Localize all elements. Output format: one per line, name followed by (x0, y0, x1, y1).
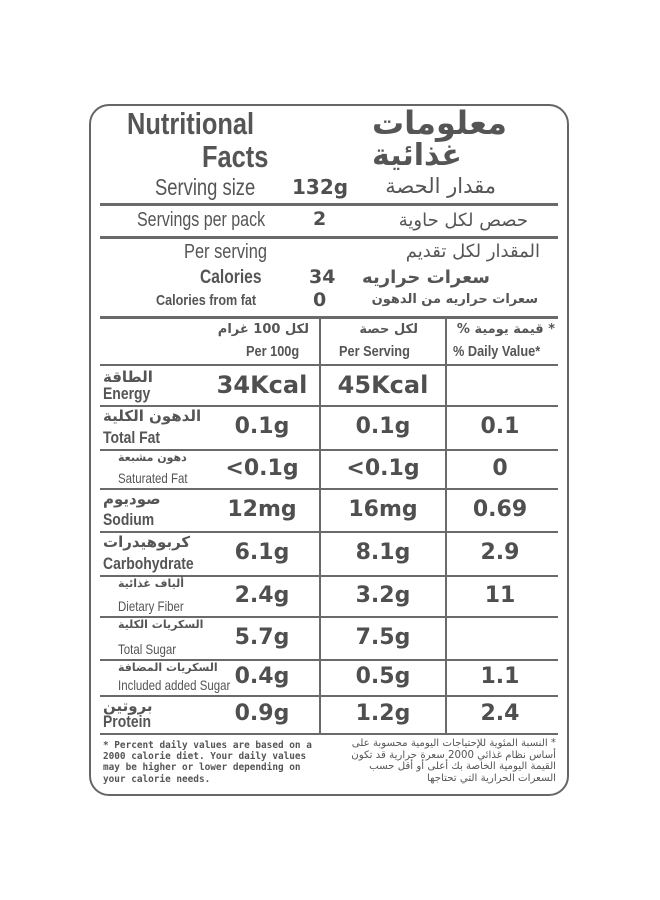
col-dv-en: % Daily Value* (453, 343, 541, 360)
value-per-100g: 12mg (227, 497, 297, 522)
footnote-ar-line: * النسبة المئوية للإحتياجات اليومية محسوبة على (351, 738, 556, 749)
nutrient-label-en: Total Fat (103, 428, 161, 447)
title-ar-line2: غذائية (372, 138, 462, 173)
title-ar-line1: معلومات (372, 104, 507, 142)
value-per-serving: 3.2g (355, 583, 411, 608)
calories-value: 34 (309, 266, 336, 288)
footnote-ar (338, 738, 556, 784)
nutrient-label-ar: الطاقة (103, 368, 153, 386)
footnote-ar-line: السعرات الحرارية التي تحتاجها (426, 772, 556, 784)
value-per-100g: 0.1g (234, 414, 290, 439)
serving-size-label-en: Serving size (155, 174, 256, 200)
value-per-serving: 45Kcal (337, 371, 429, 399)
value-per-serving: <0.1g (346, 456, 420, 481)
footnote-en-line: your calorie needs. (103, 773, 211, 785)
value-daily-value: 11 (484, 583, 516, 608)
nutrient-label-ar: السكريات الكلية (118, 618, 204, 631)
per-serving-label-ar: المقدار لكل تقديم (405, 241, 540, 262)
title-en-line2: Facts (202, 139, 269, 174)
calories-label-ar: سعرات حراريه (362, 267, 490, 288)
value-per-serving: 0.5g (355, 664, 411, 689)
nutrient-label-ar: السكريات المضافة (118, 661, 218, 674)
value-daily-value: 2.9 (480, 540, 520, 565)
value-per-serving: 7.5g (355, 625, 411, 650)
value-per-serving: 0.1g (355, 414, 411, 439)
value-daily-value: 2.4 (480, 701, 520, 726)
column-divider-2 (445, 318, 447, 734)
col-per100-en: Per 100g (246, 343, 300, 360)
nutrient-label-en: Saturated Fat (118, 470, 188, 486)
col-dv-ar: * قيمة يومية % (456, 322, 555, 337)
nutrient-label-en: Sodium (103, 510, 155, 529)
calories-from-fat-label-ar: سعرات حراريه من الدهون (371, 292, 538, 307)
footnote-en-line: 2000 calorie diet. Your daily values (103, 751, 307, 763)
nutrient-label-en: Dietary Fiber (118, 598, 184, 614)
servings-per-pack-value: 2 (313, 208, 327, 230)
value-daily-value (448, 366, 552, 405)
serving-size-label-ar: مقدار الحصة (385, 174, 496, 198)
footnote-ar-line: القيمة اليومية الخاصة بك أعلى أو أقل حسب (369, 761, 556, 773)
nutrient-label-ar: ألياف غذائية (118, 577, 185, 590)
calories-from-fat-label-en: Calories from fat (156, 292, 257, 309)
col-perserving-ar: لكل حصة (359, 322, 418, 337)
value-per-100g: 6.1g (234, 540, 290, 565)
value-per-100g: 34Kcal (216, 371, 308, 399)
nutrient-label-ar: كربوهيدرات (103, 533, 191, 551)
value-per-serving: 16mg (348, 497, 418, 522)
divider-thick-3 (100, 316, 558, 319)
nutrient-label-en: Total Sugar (118, 641, 177, 657)
calories-label-en: Calories (200, 267, 262, 288)
divider-thick-2 (100, 236, 558, 239)
nutrient-label-ar: بروتين (103, 697, 153, 715)
title-en-line1: Nutritional (127, 106, 255, 141)
col-perserving-en: Per Serving (339, 343, 410, 360)
value-per-100g: 0.9g (234, 701, 290, 726)
value-per-100g: <0.1g (225, 456, 299, 481)
footnote-en-line: * Percent daily values are based on a (103, 740, 312, 751)
footnote-en (103, 740, 321, 785)
value-daily-value: 0 (492, 456, 508, 481)
value-daily-value (448, 616, 552, 659)
value-daily-value: 1.1 (480, 664, 520, 689)
serving-size-value: 132g (292, 175, 349, 199)
value-per-serving: 1.2g (355, 701, 411, 726)
nutrient-label-en: Carbohydrate (103, 554, 194, 573)
footnote-en-line: may be higher or lower depending on (103, 762, 301, 774)
value-per-100g: 5.7g (234, 625, 290, 650)
nutrient-label-ar: الدهون الكلية (103, 407, 202, 425)
column-divider-1 (319, 318, 321, 734)
per-serving-label-en: Per serving (184, 241, 267, 263)
servings-per-pack-label-en: Servings per pack (137, 209, 266, 231)
nutrient-label-en: Protein (103, 712, 152, 731)
calories-from-fat-value: 0 (313, 289, 327, 311)
value-per-100g: 0.4g (234, 664, 290, 689)
table-bottom-divider (100, 733, 558, 735)
value-per-serving: 8.1g (355, 540, 411, 565)
divider-thick-1 (100, 203, 558, 206)
footnote-ar-line: أساس نظام غذائي 2000 سعرة حرارية قد تكون (351, 749, 556, 761)
col-per100-ar: لكل 100 غرام (217, 322, 309, 337)
nutrient-label-ar: صوديوم (103, 490, 161, 508)
servings-per-pack-label-ar: حصص لكل حاوية (398, 210, 528, 231)
nutrient-label-en: Energy (103, 384, 151, 403)
value-daily-value: 0.69 (472, 497, 528, 522)
value-per-100g: 2.4g (234, 583, 290, 608)
value-daily-value: 0.1 (480, 414, 520, 439)
nutrient-label-ar: دهون مشبعة (118, 451, 187, 464)
nutrient-label-en: Included added Sugar (118, 677, 231, 693)
